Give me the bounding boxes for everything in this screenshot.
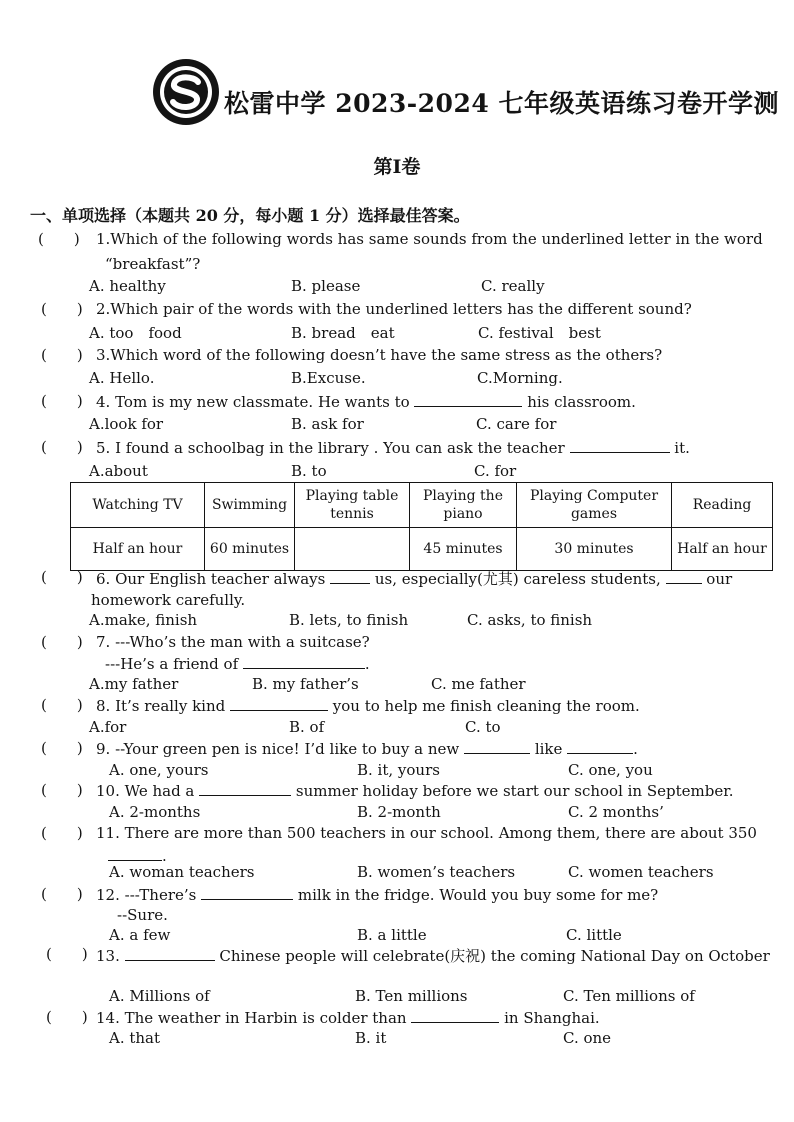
table-header-cell: Playing the piano	[410, 483, 517, 528]
dialogue-line: ---He’s a friend of	[105, 655, 243, 673]
answer-blank-2[interactable]	[567, 739, 633, 754]
question-text-end: milk in the fridge. Would you buy some for me?	[293, 886, 659, 904]
option-a: A.my father	[89, 675, 179, 693]
question-text-end: Chinese people will celebrate(庆祝) the coming National Day on October	[214, 947, 770, 965]
table-cell: Half an hour	[71, 528, 205, 571]
dialogue-response: --Sure.	[117, 906, 168, 924]
question-text: 2.Which pair of the words with the underlined letters has the different sound?	[96, 300, 692, 318]
question-text-end: our	[701, 570, 733, 588]
option-b: B. 2-month	[357, 803, 441, 821]
option-b: B. please	[291, 277, 361, 295]
answer-bracket[interactable]: ( )	[41, 696, 83, 714]
option-b: B. lets, to finish	[289, 611, 409, 629]
option-b: B. to	[291, 462, 327, 480]
answer-blank-2[interactable]	[666, 569, 702, 584]
answer-bracket[interactable]: ( )	[46, 1008, 88, 1026]
option-c: C. for	[474, 462, 517, 480]
option-a: A. too food	[89, 324, 182, 342]
option-b: B. it, yours	[357, 761, 440, 779]
answer-blank[interactable]	[230, 696, 328, 711]
option-c: C. one, you	[568, 761, 653, 779]
answer-blank[interactable]	[243, 654, 365, 669]
table-header-cell: Playing table tennis	[295, 483, 410, 528]
option-b: B. it	[355, 1029, 387, 1047]
table-header-row	[71, 483, 773, 528]
question-text: 8. It’s really kind	[96, 697, 231, 715]
question-text: 13.	[96, 947, 125, 965]
answer-blank[interactable]	[125, 946, 215, 961]
answer-blank[interactable]	[108, 846, 162, 861]
option-a: A. woman teachers	[109, 863, 255, 881]
option-c: C. care for	[476, 415, 557, 433]
answer-bracket[interactable]: ( )	[41, 438, 83, 456]
answer-blank[interactable]	[570, 438, 670, 453]
question-text-end: summer holiday before we start our school in September.	[291, 782, 734, 800]
question-text: 7. ---Who’s the man with a suitcase?	[96, 633, 370, 651]
option-a: A. one, yours	[109, 761, 209, 779]
option-c: C. little	[566, 926, 622, 944]
option-b: B.Excuse.	[291, 369, 366, 387]
option-c: C.Morning.	[477, 369, 563, 387]
question-text-end: it.	[669, 439, 690, 457]
question-continuation	[105, 654, 370, 673]
answer-bracket[interactable]: ( )	[41, 739, 83, 757]
table-header-cell: Reading	[672, 483, 773, 528]
question-text: 5. I found a schoolbag in the library . You can ask the teacher	[96, 439, 570, 457]
answer-bracket[interactable]: ( )	[46, 945, 88, 963]
answer-bracket[interactable]: ( )	[41, 392, 83, 410]
table-cell: 60 minutes	[205, 528, 295, 571]
option-c: C. women teachers	[568, 863, 714, 881]
answer-bracket[interactable]: ( )	[41, 885, 83, 903]
option-b: B. of	[289, 718, 325, 736]
table-row	[71, 528, 773, 571]
option-b: B. Ten millions	[355, 987, 468, 1005]
option-c: C. really	[481, 277, 545, 295]
option-c: C. festival best	[478, 324, 601, 342]
option-c: C. one	[563, 1029, 612, 1047]
option-a: A.look for	[89, 415, 164, 433]
option-b: B. a little	[357, 926, 427, 944]
option-a: A.about	[89, 462, 148, 480]
question-text-end: .	[633, 740, 638, 758]
option-c: C. Ten millions of	[563, 987, 695, 1005]
question-text: 6. Our English teacher always	[96, 570, 331, 588]
option-a: A. healthy	[89, 277, 166, 295]
answer-blank[interactable]	[201, 885, 293, 900]
question-text-end: in Shanghai.	[499, 1009, 600, 1027]
question-text: 1.Which of the following words has same sounds from the underlined letter in the word	[96, 230, 763, 248]
table-cell	[295, 528, 410, 571]
question-continuation: “breakfast”?	[105, 255, 201, 273]
question-text: 9. --Your green pen is nice! I’d like to buy a new	[96, 740, 465, 758]
table-header-cell: Playing Computer games	[517, 483, 672, 528]
table-header-cell: Watching TV	[71, 483, 205, 528]
option-b: B. ask for	[291, 415, 364, 433]
question-text-end: you to help me finish cleaning the room.	[328, 697, 640, 715]
option-b: B. bread eat	[291, 324, 395, 342]
answer-bracket[interactable]: ( )	[41, 346, 83, 364]
table-cell: 30 minutes	[517, 528, 672, 571]
answer-blank[interactable]	[411, 1008, 499, 1023]
option-a: A.for	[89, 718, 127, 736]
question-continuation: homework carefully.	[91, 591, 246, 609]
option-c: C. asks, to finish	[467, 611, 593, 629]
question-text: 11. There are more than 500 teachers in our school. Among them, there are about 350	[96, 824, 757, 842]
table-header-cell: Swimming	[205, 483, 295, 528]
question-13	[0, 945, 794, 975]
section-heading: 一、单项选择（本题共 20 分，每小题 1 分）选择最佳答案。	[30, 206, 470, 225]
exam-title: 松雷中学 2023-2024 七年级英语练习卷开学测	[224, 89, 779, 118]
option-a: A.make, finish	[89, 611, 198, 629]
question-text: 14. The weather in Harbin is colder than	[96, 1009, 412, 1027]
option-a: A. Millions of	[109, 987, 210, 1005]
table-cell: Half an hour	[672, 528, 773, 571]
activity-time-table	[70, 482, 773, 571]
paper-part-label: 第Ⅰ卷	[373, 156, 421, 178]
table-cell: 45 minutes	[410, 528, 517, 571]
question-text: 3.Which word of the following doesn’t have the same stress as the others?	[96, 346, 663, 364]
option-a: A. a few	[109, 926, 171, 944]
answer-bracket[interactable]: ( )	[41, 568, 83, 586]
answer-blank[interactable]	[414, 392, 522, 407]
school-logo-icon	[152, 58, 220, 126]
question-text-end: his classroom.	[522, 393, 636, 411]
question-text-mid: us, especially(尤其) careless students,	[370, 570, 666, 588]
question-text-mid: like	[530, 740, 568, 758]
option-c: C. 2 months’	[568, 803, 664, 821]
question-text: 10. We had a	[96, 782, 200, 800]
answer-bracket[interactable]: ( )	[41, 781, 83, 799]
question-text: 4. Tom is my new classmate. He wants to	[96, 393, 415, 411]
option-b: B. women’s teachers	[357, 863, 516, 881]
answer-bracket[interactable]: ( )	[41, 300, 83, 318]
question-text: 12. ---There’s	[96, 886, 202, 904]
dialogue-line-end: .	[364, 655, 370, 673]
answer-bracket[interactable]: ( )	[38, 230, 80, 248]
answer-bracket[interactable]: ( )	[41, 824, 83, 842]
answer-bracket[interactable]: ( )	[41, 633, 83, 651]
answer-blank-1[interactable]	[330, 569, 370, 584]
option-c: C. to	[465, 718, 501, 736]
answer-blank[interactable]	[199, 781, 291, 796]
answer-blank-1[interactable]	[464, 739, 530, 754]
option-a: A. 2-months	[109, 803, 201, 821]
option-a: A. that	[109, 1029, 161, 1047]
option-a: A. Hello.	[89, 369, 155, 387]
question-text-end: .	[162, 847, 167, 865]
option-c: C. me father	[431, 675, 526, 693]
option-b: B. my father’s	[252, 675, 359, 693]
